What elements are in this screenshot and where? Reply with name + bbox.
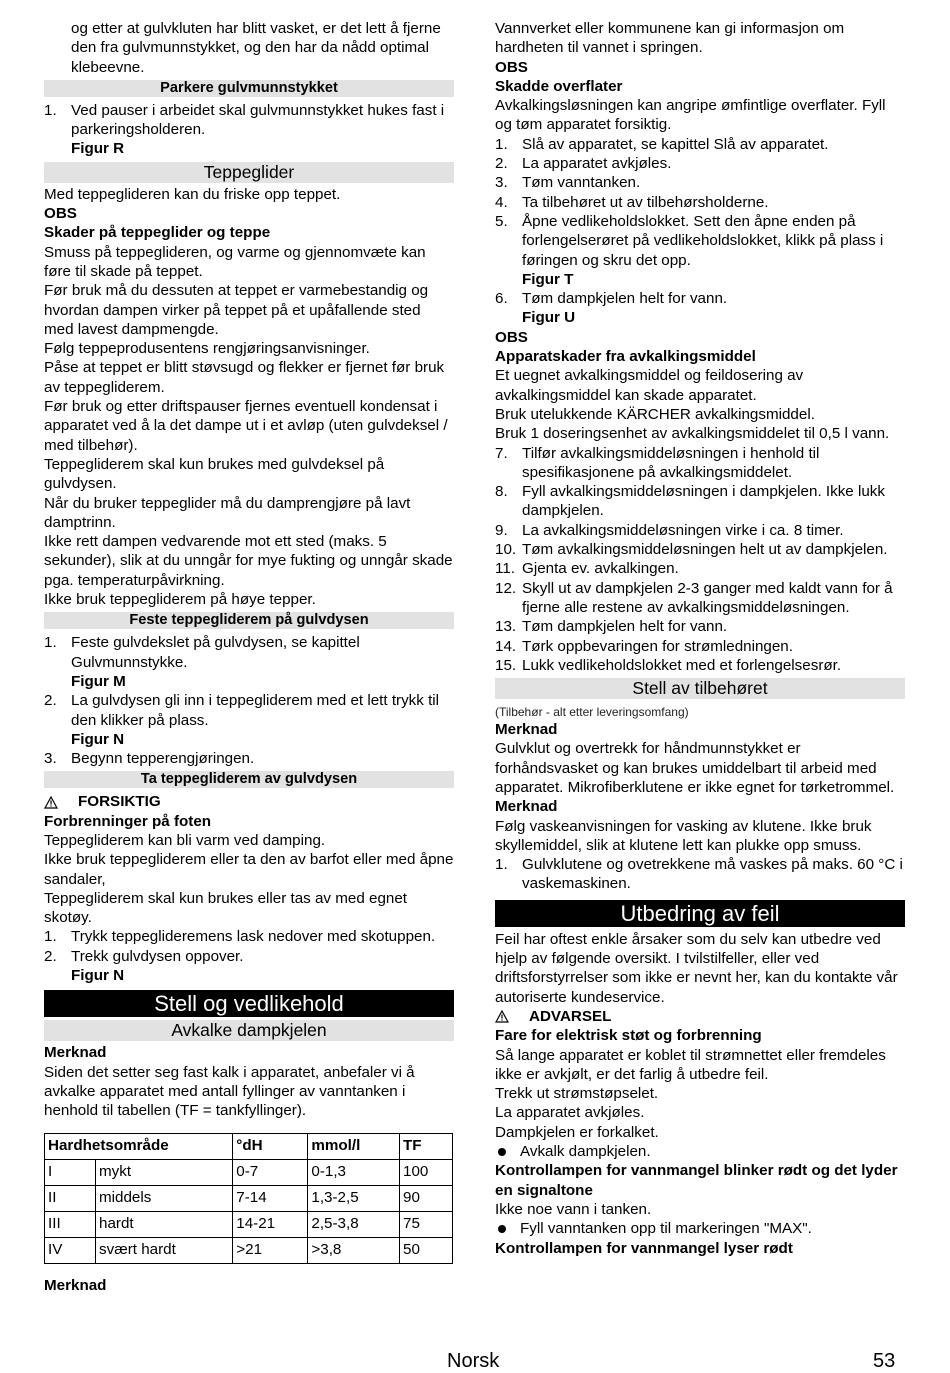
- step-number: 2.: [44, 947, 57, 965]
- paragraph: Ikke bruk teppegliderem på høye tepper.: [44, 591, 316, 609]
- warning-triangle-icon: [495, 1010, 529, 1023]
- burn-title: Forbrenninger på foten: [44, 812, 212, 830]
- paragraph: La apparatet avkjøles.: [495, 1104, 645, 1122]
- feste-steps-list: [44, 633, 454, 768]
- warning-title: Skadde overflater: [495, 77, 623, 95]
- table-cell: mykt: [96, 1159, 233, 1185]
- obs-label: OBS: [495, 328, 528, 346]
- step-text: Fyll avkalkingsmiddeløsningen i dampkjelen. Ikke lukk dampkjelen.: [522, 483, 885, 520]
- table-cell: 100: [400, 1159, 453, 1185]
- list-item: [495, 193, 905, 212]
- paragraph: Bruk 1 doseringsenhet av avkalkingsmiddelet til 0,5 l vann.: [495, 425, 890, 443]
- step-text: Tøm dampkjelen helt for vann.: [522, 290, 728, 308]
- park-steps-list: [44, 101, 454, 140]
- warning-title: Apparatskader fra avkalkingsmiddel: [495, 348, 756, 366]
- list-item: [495, 135, 905, 154]
- step-text: Tøm dampkjelen helt for vann.: [522, 618, 728, 636]
- list-item: [495, 855, 905, 894]
- bullet-dot-icon: [498, 1225, 506, 1233]
- table-cell: >21: [233, 1237, 308, 1263]
- table-cell: 7-14: [233, 1185, 308, 1211]
- paragraph: Før bruk må du dessuten at teppet er varmebestandig og hvordan dampen virker på teppet på et upåfallende sted med lavest dampmengde.: [44, 282, 429, 338]
- table-row: [45, 1159, 453, 1185]
- list-item: [44, 633, 454, 672]
- list-item: [495, 521, 905, 540]
- table-cell: 90: [400, 1185, 453, 1211]
- chapter-heading-stell: Stell og vedlikehold: [44, 990, 454, 1017]
- step-text: Gulvklutene og ovetrekkene må vaskes på maks. 60 °C i vaskemaskinen.: [522, 856, 903, 893]
- step-text: Tørk oppbevaringen for strømledningen.: [522, 637, 793, 655]
- list-item: [44, 927, 454, 946]
- burn-paragraphs: [44, 831, 454, 927]
- paragraph: Vannverket eller kommunene kan gi informasjon om hardheten til vannet i springen.: [495, 20, 845, 57]
- step-number: 2.: [44, 692, 57, 710]
- fault-title: Kontrollampen for vannmangel lyser rødt: [495, 1239, 793, 1257]
- list-item: [495, 212, 905, 270]
- table-cell: 75: [400, 1211, 453, 1237]
- bullet-dot-icon: [498, 1148, 506, 1156]
- paragraph: Så lange apparatet er koblet til strømnettet eller fremdeles ikke er avkjølt, er det farlig å utbedre feil.: [495, 1046, 886, 1083]
- table-cell: IV: [45, 1237, 96, 1263]
- figure-ref: Figur T: [522, 270, 574, 288]
- step-number: 1.: [44, 101, 57, 119]
- caution-row: [44, 792, 454, 811]
- list-item: [44, 947, 454, 966]
- hardness-table: [44, 1133, 453, 1264]
- list-item: [495, 444, 905, 483]
- paragraph: Gulvklut og overtrekk for håndmunnstykket er forhåndsvasket og kan brukes umiddelbart til arbeid med apparatet. Mikrofiberklutene er ikke egnet for tørketrommel.: [495, 740, 895, 796]
- table-header: Hardhetsområde: [45, 1133, 233, 1159]
- figure-ref: Figur U: [522, 309, 576, 327]
- paragraph: Påse at teppet er blitt støvsugd og flekker er fjernet før bruk av teppegliderem.: [44, 359, 445, 396]
- step-text: Tilfør avkalkingsmiddeløsningen i henhold til spesifikasjonene på avkalkingsmiddelet.: [522, 444, 820, 481]
- paragraph: Et uegnet avkalkingsmiddel og feildosering av avkalkingsmiddel kan skade apparatet.: [495, 367, 804, 404]
- shock-paragraphs: [495, 1046, 905, 1142]
- step-text: Trykk teppeglideremens lask nedover med skotuppen.: [71, 928, 436, 946]
- step-number: 1.: [44, 928, 57, 946]
- paragraph: Med teppeglideren kan du friske opp teppet.: [44, 185, 341, 203]
- page-number: 53: [873, 1350, 896, 1372]
- table-cell: 14-21: [233, 1211, 308, 1237]
- step-number: 11.: [495, 560, 515, 578]
- step-number: 8.: [495, 483, 508, 501]
- table-cell: 2,5-3,8: [308, 1211, 400, 1237]
- figure-ref: Figur R: [71, 140, 125, 158]
- table-cell: svært hardt: [96, 1237, 233, 1263]
- obs-label: OBS: [44, 205, 77, 223]
- note-label: Merknad: [44, 1044, 107, 1062]
- step-number: 2.: [495, 155, 508, 173]
- list-item: [495, 173, 905, 192]
- paragraph: Teppegliderem skal kun brukes med gulvdeksel på gulvdysen.: [44, 455, 385, 493]
- step-text: Ta tilbehøret ut av tilbehørsholderne.: [522, 193, 769, 211]
- paragraph: og etter at gulvkluten har blitt vasket, er det lett å fjerne den fra gulvmunnstykket, og den har da nådd optimal klebeevne.: [71, 20, 441, 76]
- chapter-heading-feil: Utbedring av feil: [495, 900, 905, 927]
- paragraph: Avkalkingsløsningen kan angripe ømfintlige overflater. Fyll og tøm apparatet forsiktig.: [495, 97, 886, 134]
- table-cell: 0-1,3: [308, 1159, 400, 1185]
- step-number: 4.: [495, 193, 508, 211]
- list-item: [44, 101, 454, 140]
- paragraph: Ikke noe vann i tanken.: [495, 1200, 652, 1218]
- step-text: Gjenta ev. avkalkingen.: [522, 560, 679, 578]
- list-item: [495, 579, 905, 618]
- paragraph: Bruk utelukkende KÄRCHER avkalkingsmiddel.: [495, 405, 815, 423]
- list-item: [495, 656, 905, 675]
- warning-title: Skader på teppeglider og teppe: [44, 224, 271, 242]
- list-item: [495, 637, 905, 656]
- left-column: [44, 19, 454, 1295]
- list-item: [495, 289, 905, 308]
- table-row: [45, 1185, 453, 1211]
- paragraph: Teppegliderem kan bli varm ved damping.: [44, 831, 326, 849]
- step-number: 1.: [495, 856, 508, 874]
- list-item: [44, 691, 454, 730]
- paragraph: Siden det setter seg fast kalk i apparatet, anbefaler vi å avkalke apparatet med antall fyllinger av vanntanken i henhold til tabellen (TF = tankfyllinger).: [44, 1063, 415, 1120]
- table-header: TF: [400, 1133, 453, 1159]
- footer-language: Norsk: [447, 1350, 500, 1372]
- step-text: Slå av apparatet, se kapittel Slå av apparatet.: [522, 135, 829, 153]
- steps-list: [495, 444, 905, 676]
- warning-triangle-icon: [44, 796, 78, 809]
- paragraph: Når du bruker teppeglider må du damprengjøre på lavt damptrinn.: [44, 494, 411, 531]
- paragraph: Feil har oftest enkle årsaker som du selv kan utbedre ved hjelp av følgende oversikt. I tvilstilfeller, eller ved driftsforstyrrelser som ikke er nevnt her, kan du kontakte vår autoriserte kundeservice.: [495, 930, 898, 1006]
- table-header-row: [45, 1133, 453, 1159]
- step-number: 3.: [44, 750, 57, 768]
- paragraph: Teppegliderem skal kun brukes eller tas av med egnet skotøy.: [44, 889, 408, 927]
- subheading-feste: Feste teppegliderem på gulvdysen: [44, 612, 454, 629]
- list-item: [495, 482, 905, 521]
- step-text: Åpne vedlikeholdslokket. Sett den åpne enden på forlengelserøret på vedlikeholdslokket, klikk på plass i føringen og skru det opp.: [522, 212, 884, 269]
- fault-title: Kontrollampen for vannmangel blinker rødt og det lyder en signaltone: [495, 1162, 898, 1199]
- step-number: 1.: [495, 135, 508, 153]
- table-row: [45, 1237, 453, 1263]
- table-cell: >3,8: [308, 1237, 400, 1263]
- device-paragraphs: [495, 366, 905, 443]
- step-number: 3.: [495, 174, 508, 192]
- paragraph: Følg vaskeanvisningen for vasking av klutene. Ikke bruk skyllemiddel, slik at klutene lett kan plukke opp smuss.: [495, 817, 872, 854]
- table-cell: hardt: [96, 1211, 233, 1237]
- note-label: Merknad: [44, 1276, 107, 1294]
- bullet-text: Fyll vanntanken opp til markeringen "MAX".: [520, 1220, 812, 1238]
- subheading-park: Parkere gulvmunnstykket: [44, 80, 454, 97]
- warning-label: ADVARSEL: [529, 1007, 612, 1025]
- figure-ref: Figur M: [71, 672, 126, 690]
- obs-label: OBS: [495, 58, 528, 76]
- warning-row: [495, 1007, 905, 1026]
- steps-list: [495, 135, 905, 328]
- subheading-ta-av: Ta teppegliderem av gulvdysen: [44, 771, 454, 788]
- caution-label: FORSIKTIG: [78, 793, 161, 811]
- step-text: Tøm vanntanken.: [522, 174, 641, 192]
- table-cell: III: [45, 1211, 96, 1237]
- bullet-item: [495, 1219, 905, 1238]
- section-heading-tilbehor: Stell av tilbehøret: [495, 678, 905, 699]
- step-number: 1.: [44, 634, 57, 652]
- table-row: [45, 1211, 453, 1237]
- paragraph: Følg teppeprodusentens rengjøringsanvisninger.: [44, 340, 370, 358]
- right-column: [495, 19, 905, 1258]
- list-item: [495, 559, 905, 578]
- step-number: 6.: [495, 290, 508, 308]
- step-number: 13.: [495, 618, 517, 636]
- list-item: [495, 154, 905, 173]
- step-number: 7.: [495, 444, 508, 462]
- table-header: mmol/l: [308, 1133, 400, 1159]
- section-heading-teppeglider: Teppeglider: [44, 162, 454, 183]
- step-number: 10.: [495, 541, 517, 559]
- step-text: La gulvdysen gli inn i teppegliderem med et lett trykk til den klikker på plass.: [71, 692, 440, 729]
- table-cell: middels: [96, 1185, 233, 1211]
- table-cell: 0-7: [233, 1159, 308, 1185]
- table-cell: 50: [400, 1237, 453, 1263]
- step-text: Skyll ut av dampkjelen 2-3 ganger med kaldt vann for å fjerne alle restene av avkalkingsmiddeløsningen.: [522, 579, 893, 616]
- step-text: Feste gulvdekslet på gulvdysen, se kapittel Gulvmunnstykke.: [71, 634, 360, 671]
- ta-steps-list: [44, 927, 454, 966]
- table-cell: II: [45, 1185, 96, 1211]
- list-item: [44, 749, 454, 768]
- paragraph: Dampkjelen er forkalket.: [495, 1123, 659, 1141]
- paragraph: Ikke rett dampen vedvarende mot ett sted (maks. 5 sekunder), slik at du unngår for mye fukting og unngår skade pga. temperaturpåvirkning.: [44, 533, 453, 589]
- step-text: Lukk vedlikeholdslokket med et forlengelsesrør.: [522, 656, 842, 674]
- step-number: 5.: [495, 212, 508, 230]
- paragraph: Før bruk og etter driftspauser fjernes eventuell kondensat i apparatet ved å la det dampe ut i et avløp (uten gulvdeksel / med tilbehør).: [44, 398, 448, 454]
- figure-ref: Figur N: [71, 967, 125, 985]
- step-text: La avkalkingsmiddeløsningen virke i ca. 8 timer.: [522, 521, 844, 539]
- step-text: Tøm avkalkingsmiddeløsningen helt ut av dampkjelen.: [522, 541, 888, 559]
- step-text: La apparatet avkjøles.: [522, 155, 672, 173]
- step-number: 9.: [495, 521, 508, 539]
- step-text: Ved pauser i arbeidet skal gulvmunnstykket hukes fast i parkeringsholderen.: [71, 101, 445, 139]
- paragraph: Trekk ut strømstøpselet.: [495, 1085, 659, 1103]
- note-label: Merknad: [495, 721, 558, 739]
- list-item: [495, 617, 905, 636]
- accessory-steps-list: [495, 855, 905, 894]
- step-number: 12.: [495, 579, 517, 597]
- paragraph: Ikke bruk teppegliderem eller ta den av barfot eller med åpne sandaler,: [44, 851, 454, 888]
- note-label: Merknad: [495, 798, 558, 816]
- warning-title: Fare for elektrisk støt og forbrenning: [495, 1027, 762, 1045]
- accessory-note: (Tilbehør - alt etter leveringsomfang): [495, 705, 689, 720]
- bullet-item: [495, 1142, 905, 1161]
- step-number: 14.: [495, 637, 517, 655]
- table-cell: I: [45, 1159, 96, 1185]
- section-heading-avkalke: Avkalke dampkjelen: [44, 1020, 454, 1041]
- table-header: °dH: [233, 1133, 308, 1159]
- figure-ref: Figur N: [71, 730, 125, 748]
- bullet-text: Avkalk dampkjelen.: [520, 1143, 651, 1161]
- paragraph: Smuss på teppeglideren, og varme og gjennomvæte kan føre til skade på teppet.: [44, 243, 426, 280]
- step-text: Trekk gulvdysen oppover.: [71, 947, 244, 965]
- table-cell: 1,3-2,5: [308, 1185, 400, 1211]
- step-text: Begynn tepperengjøringen.: [71, 750, 255, 768]
- teppe-paragraphs: [44, 243, 454, 610]
- step-number: 15.: [495, 656, 517, 674]
- list-item: [495, 540, 905, 559]
